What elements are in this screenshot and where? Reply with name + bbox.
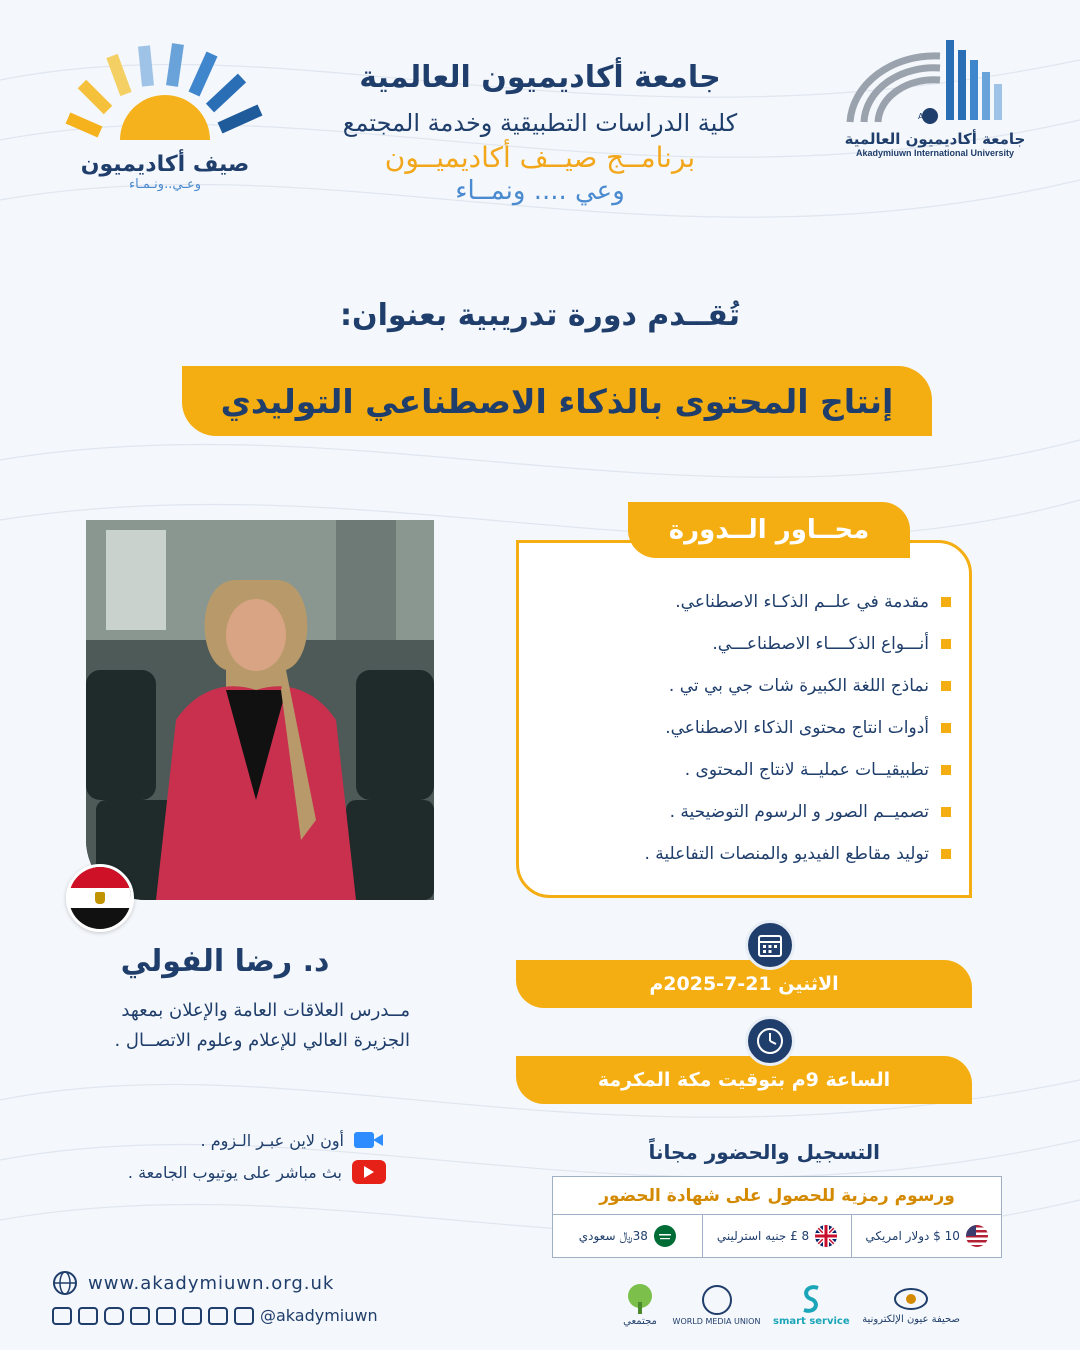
facebook-icon[interactable] <box>130 1307 150 1325</box>
calendar-icon <box>745 920 795 970</box>
presents-heading: تُقــدم دورة تدريبية بعنوان: <box>340 298 740 333</box>
delivery-methods <box>90 1124 386 1188</box>
youtube-social-icon[interactable] <box>182 1307 202 1325</box>
sun-rays-icon <box>60 40 270 150</box>
university-logo <box>840 36 1030 166</box>
program-slogan: وعي .... ونمــاء <box>455 176 625 206</box>
egypt-flag-icon <box>66 864 134 932</box>
registration-title: التسجيل والحضور مجاناً <box>648 1140 880 1164</box>
summer-logo-title: صيف أكاديميون <box>80 152 250 177</box>
university-logo-en: Akadymiuwn International University <box>855 148 1015 158</box>
bullet-icon <box>941 681 951 691</box>
sa-flag-icon <box>654 1225 676 1247</box>
website-link[interactable]: www.akadymiuwn.org.uk <box>88 1272 335 1294</box>
social-row <box>52 1306 378 1325</box>
partner-mogtamai <box>620 1282 660 1327</box>
instagram-icon[interactable] <box>104 1307 124 1325</box>
youtube-icon <box>352 1160 386 1184</box>
eye-icon <box>891 1284 931 1314</box>
uk-flag-icon <box>815 1225 837 1247</box>
university-badge: AIU <box>918 112 932 121</box>
university-book-icon <box>840 36 1030 126</box>
fees-table <box>552 1176 1002 1258</box>
partner-label: smart service <box>773 1315 850 1327</box>
axis-label: توليد مقاطع الفيديو والمنصات التفاعلية . <box>644 844 929 864</box>
social-handle[interactable]: @akadymiuwn <box>260 1306 378 1325</box>
list-item <box>533 665 951 707</box>
speaker-portrait <box>86 520 434 900</box>
list-item <box>533 581 951 623</box>
bullet-icon <box>941 849 951 859</box>
axes-box <box>516 540 972 898</box>
college-name: كلية الدراسات التطبيقية وخدمة المجتمع <box>342 109 738 137</box>
event-time: الساعة 9م بتوقيت مكة المكرمة <box>597 1069 891 1091</box>
email-icon[interactable] <box>78 1307 98 1325</box>
course-title-banner <box>182 366 932 436</box>
fee-sar <box>553 1215 702 1257</box>
fee-usd <box>851 1215 1001 1257</box>
axes-title: محــاور الــدورة <box>668 515 870 545</box>
speaker-photo <box>86 520 434 900</box>
fee-sar-label: 38﷼ سعودي <box>578 1228 648 1243</box>
clock-icon <box>745 1016 795 1066</box>
fee-usd-label: 10 $ دولار امريكي <box>865 1229 960 1243</box>
program-name: برنامــج صيــف أكاديميــون <box>384 141 696 174</box>
axis-label: تصميــم الصور و الرسوم التوضيحية . <box>669 802 929 822</box>
date-pill <box>516 960 972 1008</box>
university-logo-ar: جامعة أكاديميون العالمية <box>844 130 1026 148</box>
fees-caption: ورسوم رمزية للحصول على شهادة الحضور <box>553 1177 1001 1215</box>
university-name: جامعة أكاديميون العالمية <box>359 60 721 95</box>
partner-oyoon <box>862 1284 960 1325</box>
partner-label: مجتمعي <box>623 1315 657 1327</box>
list-item <box>533 749 951 791</box>
bullet-icon <box>941 765 951 775</box>
zoom-row <box>90 1124 386 1156</box>
axis-label: تطبيقيــات عمليــة لانتاج المحتوى . <box>684 760 929 780</box>
zoom-label: أون لاين عبـر الـزوم . <box>200 1130 344 1150</box>
partner-label: صحيفة عيون الإلكترونية <box>862 1313 960 1325</box>
globe-icon <box>52 1270 78 1296</box>
event-date: الاثنين 21-7-2025م <box>649 973 839 995</box>
bullet-icon <box>941 639 951 649</box>
wmu-emblem-icon <box>697 1283 737 1317</box>
summer-academy-logo <box>60 40 270 200</box>
partners-row <box>620 1274 960 1334</box>
axes-list <box>533 581 951 875</box>
zoom-icon <box>354 1130 386 1150</box>
twitter-icon[interactable] <box>52 1307 72 1325</box>
axis-label: أنـــواع الذكــــاء الاصطناعـــي. <box>712 634 929 654</box>
fee-gbp <box>702 1215 852 1257</box>
bullet-icon <box>941 597 951 607</box>
bullet-icon <box>941 723 951 733</box>
bullet-icon <box>941 807 951 817</box>
axes-title-tab <box>628 502 910 558</box>
telegram-icon[interactable] <box>156 1307 176 1325</box>
tree-icon <box>620 1282 660 1316</box>
header <box>260 60 820 206</box>
youtube-row <box>90 1156 386 1188</box>
list-item <box>533 707 951 749</box>
partner-wmu <box>673 1283 761 1326</box>
axis-label: مقدمة في علــم الذكـاء الاصطناعي. <box>675 592 929 612</box>
partner-label: WORLD MEDIA UNION <box>672 1316 761 1326</box>
speaker-name: د. رضا الفولي <box>120 944 330 979</box>
fees-row <box>553 1215 1001 1257</box>
list-item <box>533 791 951 833</box>
course-title: إنتاج المحتوى بالذكاء الاصطناعي التوليدي <box>220 381 894 421</box>
youtube-label: بث مباشر على يوتيوب الجامعة . <box>127 1162 342 1182</box>
tiktok-icon[interactable] <box>234 1307 254 1325</box>
list-item <box>533 833 951 875</box>
fee-gbp-label: 8 £ جنيه استرليني <box>716 1229 810 1243</box>
time-pill <box>516 1056 972 1104</box>
partner-smart <box>773 1282 850 1327</box>
axis-label: أدوات انتاج محتوى الذكاء الاصطناعي. <box>665 718 929 738</box>
axis-label: نماذج اللغة الكبيرة شات جي بي تي . <box>668 676 929 696</box>
summer-logo-slogan: وعـي..ونـمـاء <box>128 177 202 192</box>
website-row <box>52 1270 334 1296</box>
linkedin-icon[interactable] <box>208 1307 228 1325</box>
speaker-bio: مــدرس العلاقات العامة والإعلان بمعهد الجزيرة العالي للإعلام وعلوم الاتصــال . <box>114 1000 410 1051</box>
us-flag-icon <box>966 1225 988 1247</box>
list-item <box>533 623 951 665</box>
smart-s-icon <box>796 1282 826 1316</box>
